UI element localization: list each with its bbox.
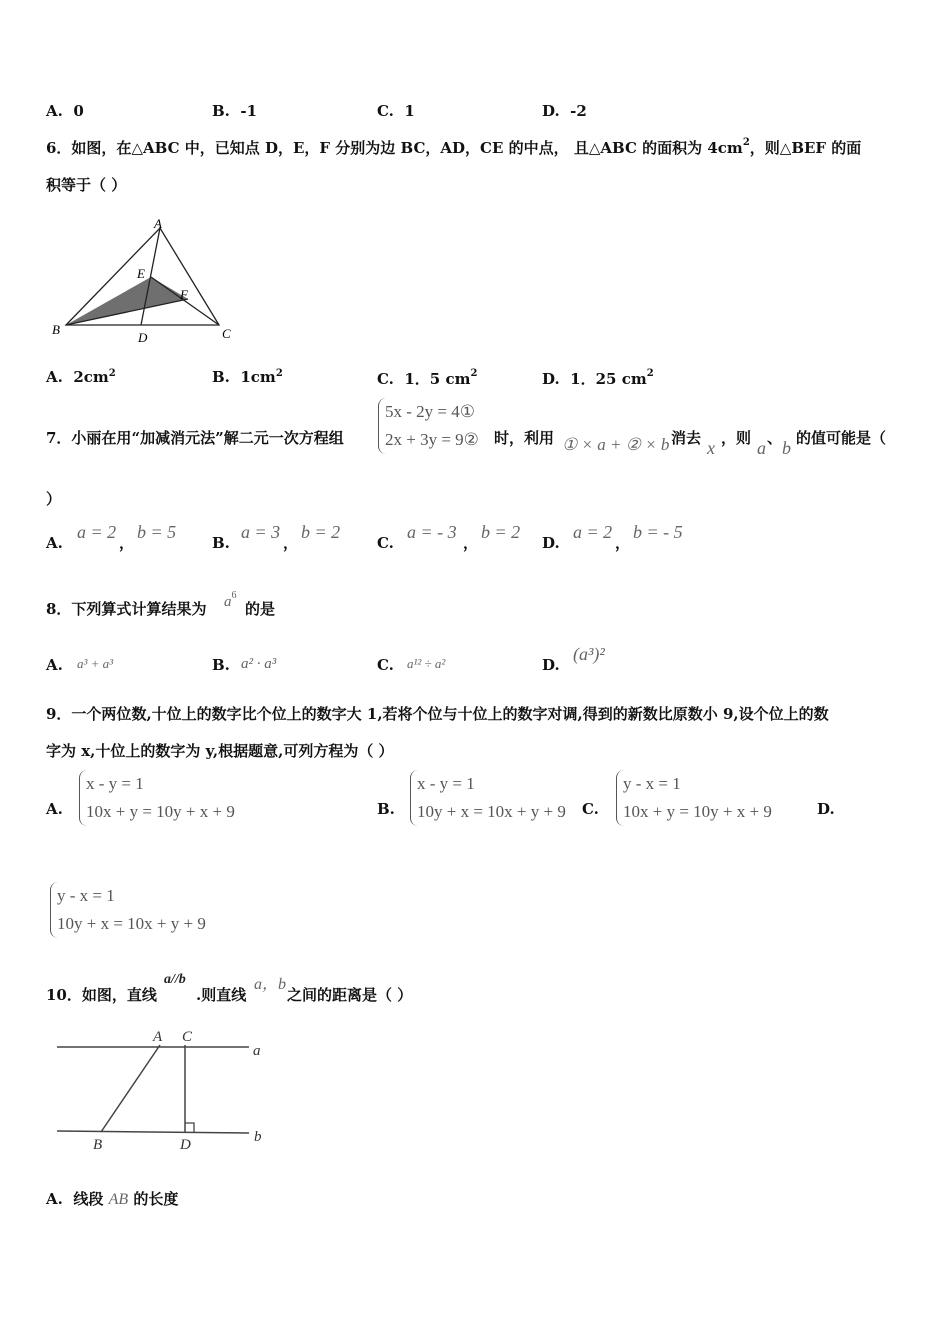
- q9-option-b-system: [410, 770, 566, 826]
- q9-option-d-letter[interactable]: D.: [817, 800, 835, 818]
- q7-stem-prefix: 7．小丽在用“加减消元法”解二元一次方程组: [46, 429, 344, 447]
- q6-triangle-figure: [48, 214, 238, 344]
- q7-var-x: x: [707, 438, 715, 458]
- label-line-b: b: [254, 1129, 262, 1145]
- q9-option-b-eq1: x - y = 1: [417, 774, 475, 793]
- q5-option-c[interactable]: C. 1: [377, 102, 415, 120]
- q10-option-a[interactable]: A. 线段 AB 的长度: [46, 1190, 179, 1208]
- q7-option-a-b: b = 5: [137, 522, 177, 542]
- label-e: E: [137, 266, 145, 281]
- q7-eq1: 5x - 2y = 4①: [385, 402, 475, 421]
- q8-option-b-expr: a² · a³: [241, 656, 277, 672]
- q6-stem-line2: 积等于（ ）: [46, 176, 127, 194]
- q5-option-a[interactable]: A. 0: [46, 102, 84, 120]
- q9-option-b-eq2: 10y + x = 10x + y + 9: [417, 802, 566, 821]
- q9-stem-line1: 9．一个两位数,十位上的数字比个位上的数字大 1,若将个位与十位上的数字对调,得到的新数比原数小 9,设个位上的数: [46, 705, 829, 723]
- q7-mid2: 消去: [671, 429, 702, 447]
- label-f: F: [180, 287, 188, 302]
- q8-option-b-letter[interactable]: B.: [212, 656, 230, 674]
- q7-expr: ① × a + ② × b: [562, 435, 670, 454]
- q7-close-paren: ）: [46, 490, 62, 508]
- label-c-point: C: [182, 1029, 193, 1045]
- q7-option-a-letter[interactable]: A.: [46, 534, 63, 552]
- q9-option-d-system: [50, 882, 206, 938]
- q7-mid3: ，则: [721, 429, 752, 447]
- label-c: C: [222, 326, 231, 341]
- q7-option-c-letter[interactable]: C.: [377, 534, 394, 552]
- q9-option-b-letter[interactable]: B.: [377, 800, 395, 818]
- q6-option-b[interactable]: B. $1cm^2$: [212, 368, 283, 386]
- q7-mid1: 时，利用: [494, 429, 555, 447]
- q9-option-c-letter[interactable]: C.: [582, 800, 599, 818]
- q7-option-b-b: b = 2: [301, 522, 341, 542]
- q7-option-d-letter[interactable]: D.: [542, 534, 560, 552]
- q8-option-c-letter[interactable]: C.: [377, 656, 394, 674]
- label-d: D: [138, 330, 148, 344]
- q9-stem-line2: 字为 x,十位上的数字为 y,根据题意,可列方程为（ ）: [46, 742, 394, 760]
- q10-vars: a，b: [254, 976, 287, 993]
- q6-option-c[interactable]: C. 1．5 $cm^2$: [377, 368, 478, 388]
- q7-option-d-comma: ，: [615, 534, 631, 552]
- q7-option-c-comma: ，: [463, 534, 479, 552]
- q9-option-d-eq2: 10y + x = 10x + y + 9: [57, 914, 206, 933]
- q8-stem-suffix: 的是: [245, 600, 276, 618]
- q7-sep: 、: [767, 429, 783, 447]
- q7-eq2: 2x + 3y = 9②: [385, 430, 479, 449]
- q5-option-b[interactable]: B. -1: [212, 102, 258, 120]
- q9-option-a-system: [79, 770, 235, 826]
- label-d-point: D: [180, 1137, 191, 1153]
- q10-parallel-lines-figure: [55, 1025, 275, 1155]
- q9-option-a-eq2: 10x + y = 10y + x + 9: [86, 802, 235, 821]
- label-b-point: B: [93, 1137, 103, 1153]
- q7-option-a-comma: ，: [119, 534, 135, 552]
- q7-var-b: b: [782, 438, 791, 458]
- right-angle-mark: [185, 1123, 194, 1132]
- q7-option-c-b: b = 2: [481, 522, 521, 542]
- q8-option-a-expr: a³ + a³: [77, 656, 114, 671]
- q10-stem-prefix: 10．如图，直线: [46, 986, 157, 1004]
- line-b: [57, 1131, 249, 1133]
- q7-suffix: 的值可能是（: [796, 429, 887, 447]
- q8-option-d-expr: (a³)²: [573, 644, 605, 664]
- q10-stem-mid: .则直线: [196, 986, 247, 1004]
- q7-option-b-a: a = 3: [241, 522, 281, 542]
- q9-option-a-letter[interactable]: A.: [46, 800, 63, 818]
- q8-stem-prefix: 8．下列算式计算结果为: [46, 600, 207, 618]
- q9-option-a-eq1: x - y = 1: [86, 774, 144, 793]
- shaded-triangle-bef: [66, 277, 188, 325]
- q8-option-d-letter[interactable]: D.: [542, 656, 560, 674]
- q9-option-c-system: [616, 770, 772, 826]
- q10-stem-suffix: 之间的距离是（ ）: [287, 986, 413, 1004]
- q9-option-c-eq1: y - x = 1: [623, 774, 681, 793]
- q8-target: $a^6$: [224, 590, 237, 610]
- q7-option-b-comma: ，: [283, 534, 299, 552]
- q10-parallel: a//b: [164, 972, 186, 987]
- label-line-a: a: [253, 1043, 261, 1059]
- q7-option-d-a: a = 2: [573, 522, 613, 542]
- q7-var-a: a: [757, 438, 766, 458]
- label-b: B: [52, 322, 60, 337]
- q6-option-a[interactable]: A. $2cm^2$: [46, 368, 116, 386]
- q8-option-c-expr: a¹² ÷ a²: [407, 656, 446, 671]
- q6-option-d[interactable]: D. 1．25 $cm^2$: [542, 368, 654, 388]
- q7-option-a-a: a = 2: [77, 522, 117, 542]
- q9-option-c-eq2: 10x + y = 10y + x + 9: [623, 802, 772, 821]
- q6-stem-line1: 6．如图，在△ABC 中，已知点 D，E，F 分别为边 BC，AD，CE 的中点， 且△ABC 的面积为 $4cm^2$，则△BEF 的面: [46, 137, 862, 157]
- q8-option-a-letter[interactable]: A.: [46, 656, 63, 674]
- q7-option-b-letter[interactable]: B.: [212, 534, 230, 552]
- q7-option-c-a: a = - 3: [407, 522, 457, 542]
- label-a: A: [154, 216, 162, 231]
- q7-equation-system: [378, 398, 479, 454]
- q7-option-d-b: b = - 5: [633, 522, 683, 542]
- segment-ab: [101, 1045, 160, 1132]
- q9-option-d-eq1: y - x = 1: [57, 886, 115, 905]
- q5-option-d[interactable]: D. -2: [542, 102, 587, 120]
- label-a-point: A: [153, 1029, 163, 1045]
